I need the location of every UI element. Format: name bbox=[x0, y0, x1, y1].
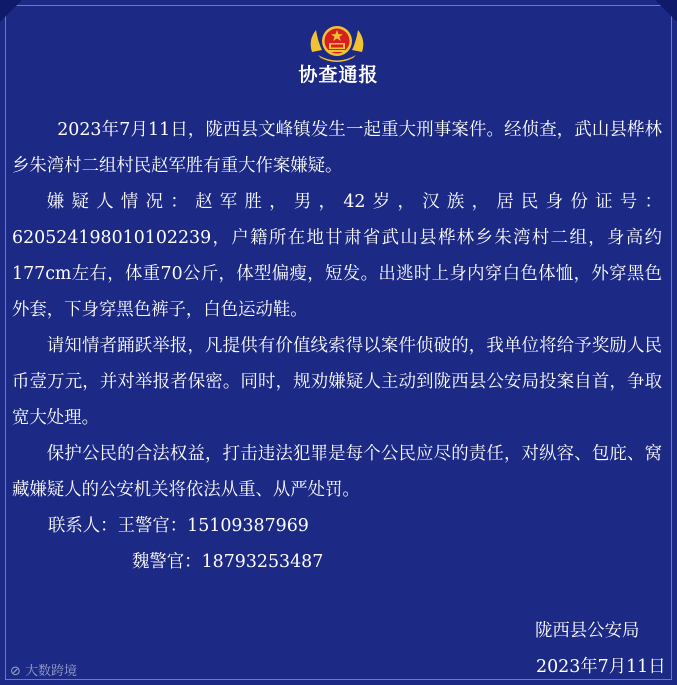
suspect-paragraph: 嫌疑人情况：赵军胜，男，42岁，汉族，居民身份证号：620524198010102239，户籍所在地甘肃省武山县桦林乡朱湾村二组，身高约177cm左右，体重70公斤，体型偏瘦，短发。出逃时上身内穿白色体恤，外穿黑色外套，下身穿黑色裤子，白色运动鞋。 bbox=[12, 192, 662, 320]
corner-decoration-left bbox=[0, 0, 22, 22]
corner-decoration-right bbox=[655, 0, 677, 22]
case-paragraph: 2023年7月11日，陇西县文峰镇发生一起重大刑事案件。经侦查，武山县桦林乡朱湾村二组村民赵军胜有重大作案嫌疑。 bbox=[12, 120, 662, 176]
notice-body bbox=[12, 112, 662, 580]
contact-line-1: 联系人：王警官：15109387969 bbox=[48, 516, 309, 536]
duty-paragraph: 保护公民的合法权益，打击违法犯罪是每个公民应尽的责任，对纵容、包庇、窝藏嫌疑人的公安机关将依法从重、从严处罚。 bbox=[12, 444, 662, 500]
page-title: 协查通报 bbox=[298, 64, 379, 86]
signature-date: 2023年7月11日 bbox=[536, 657, 666, 677]
signature-org: 陇西县公安局 bbox=[535, 621, 640, 641]
police-emblem-icon bbox=[308, 22, 366, 64]
watermark-logo-icon: ⊘ bbox=[10, 664, 21, 679]
watermark-text: 大数跨境 bbox=[25, 664, 78, 679]
contact-line-2: 魏警官：18793253487 bbox=[132, 552, 324, 572]
reward-paragraph: 请知情者踊跃举报，凡提供有价值线索得以案件侦破的，我单位将给予奖励人民币壹万元，并对举报者保密。同时，规劝嫌疑人主动到陇西县公安局投案自首，争取宽大处理。 bbox=[12, 336, 662, 428]
watermark bbox=[10, 660, 77, 679]
